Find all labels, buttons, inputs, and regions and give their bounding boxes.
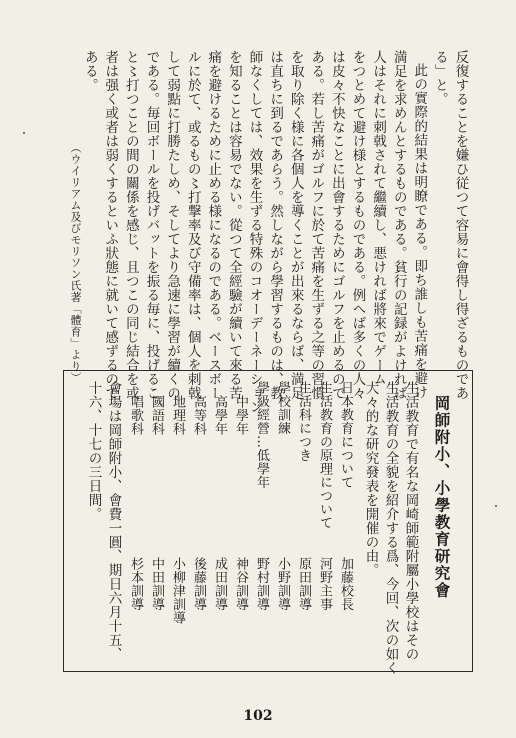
notice-intro-line: 生活教育の全貌を紹介する爲、今回、次の如く [382, 381, 399, 675]
print-speck [23, 132, 25, 134]
schedule-presenter: 後藤訓導 [191, 557, 206, 611]
article-column: は直ちに到るであらう。然しながら學習するものは、教 [267, 50, 284, 400]
schedule-topic: 生活科につき [296, 381, 311, 462]
article-column: 師なくしては、效果を生ずる特殊のコオーデーネーション [246, 50, 263, 414]
schedule-topic: 國語科 [149, 395, 164, 436]
schedule-presenter: 神谷訓導 [233, 557, 248, 611]
source-citation: （ウイリアム及びモリソン氏著「體育」より） [69, 142, 82, 384]
schedule-presenter: 野村訓導 [254, 557, 269, 611]
schedule-topic: 地理科 [170, 395, 185, 436]
notice-intro-line: 大々的な研究發表を開催の由。 [362, 381, 379, 577]
article-column: 反復することを嫌ひ従つて容易に會得し得ざるものであ [452, 50, 469, 400]
article-column: ある。若し苦痛がゴルフに於て苦痛を生ずる之等の習慣 [308, 50, 325, 400]
article-column: である。毎回ボールを投げバットを振る毎に、投げるこ [143, 50, 160, 400]
notice-closing-line: 十六、十七の三日間。 [85, 381, 102, 521]
schedule-presenter: 原田訓導 [296, 557, 311, 611]
schedule-presenter: 成田訓導 [212, 557, 227, 611]
schedule-presenter: 河野主事 [317, 557, 332, 611]
schedule-topic: 學校訓練 [275, 381, 290, 435]
article-column: る」と。 [431, 50, 448, 106]
schedule-presenter: 小柳津訓導 [170, 557, 185, 625]
print-speck [495, 505, 497, 507]
article-column: 者は强く或者は弱くするといふ狀態に就いて感ずるので [102, 50, 119, 400]
article-column: ある。 [81, 50, 98, 92]
page-number: 102 [243, 708, 273, 724]
schedule-presenter: 小野訓導 [275, 557, 290, 611]
article-column: と〻打つことの間の關係を感じ、且つこの同じ結合を或 [122, 50, 139, 400]
article-column: ルに於て、或るもの〻打撃率及び守備率は、個人を刺戟 [184, 50, 201, 400]
article-column: をつとめて避け様とするものである。例へば多くの人々 [349, 50, 366, 400]
schedule-topic: 生活教育の原理について [317, 381, 332, 530]
schedule-topic: 唱歌科 [128, 395, 143, 436]
schedule-topic: 學級經營…低學年 [254, 381, 269, 489]
notice-title: 岡師附小、小學教育研究會 [432, 395, 452, 599]
schedule-topic: 中學年 [233, 395, 248, 436]
schedule-presenter: 加藤校長 [338, 557, 353, 611]
schedule-presenter: 中田訓導 [149, 557, 164, 611]
schedule-presenter: 杉本訓導 [128, 557, 143, 611]
article-column: 痛を避けるために止める様になるのである。ベースボー [205, 50, 222, 400]
article-column: 人はそれに刺戟されて繼續し、悪ければ將來でゲーム [370, 50, 387, 386]
notice-intro-line: 生活教育で有名な岡崎師範附屬小學校はその [402, 381, 419, 661]
article-column: して弱點に打勝たしめ、そしてより急速に學習が續くの [164, 50, 181, 400]
schedule-topic: 日本教育について [338, 381, 353, 489]
notice-box [63, 370, 473, 675]
article-column: 満足を求めんとするものである。貧行の記録がよければ [390, 50, 407, 400]
article-column: を知ることは容易でない。從つて全經驗が續いて來る苦 [225, 50, 242, 400]
article-column: を取り除く様に各個人を導くことが出來るならば、満足 [287, 50, 304, 400]
article-column: は皮々不快なことに出會するためにゴルフを止めるので [328, 50, 345, 400]
notice-closing-line: 會場は岡師附小、會費一圓、期日六月十五、 [105, 381, 122, 661]
schedule-topic: 高等科 [191, 395, 206, 436]
schedule-topic: 高學年 [212, 395, 227, 436]
article-column: 此の實際的結果は明瞭である。即ち誰しも苦痛を避け [411, 63, 428, 399]
